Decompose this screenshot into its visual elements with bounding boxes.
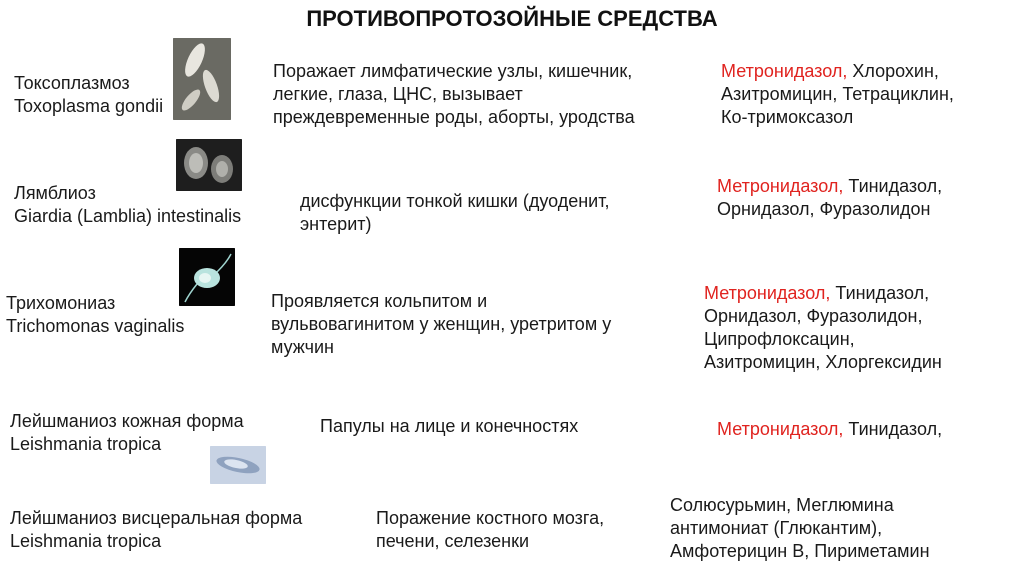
description: дисфункции тонкой кишки (дуоденит, энтерит): [300, 191, 610, 234]
description: Поражение костного мозга, печени, селезенки: [376, 508, 605, 551]
leishmania-image: [210, 446, 266, 484]
drug-list: Метронидазол, Тинидазол, Орнидазол, Фуразолидон: [717, 176, 943, 219]
primary-drug: Метронидазол,: [704, 283, 831, 303]
disease-name: [14, 72, 163, 118]
drug-list: Солюсурьмин, Меглюмина антимониат (Глюкантим), Амфотерицин В, Пириметамин: [670, 495, 930, 561]
disease-latin: Toxoplasma gondii: [14, 96, 164, 116]
page-title: ПРОТИВОПРОТОЗОЙНЫЕ СРЕДСТВА: [306, 6, 718, 31]
disease-ru: Лейшманиоз висцеральная форма: [10, 508, 303, 528]
giardia-image: [176, 139, 242, 191]
trichomonas-image: [179, 248, 235, 306]
disease-latin: Leishmania tropica: [10, 434, 162, 454]
primary-drug: Метронидазол,: [717, 176, 844, 196]
disease-ru: Трихомониаз: [6, 293, 116, 313]
disease-latin: Trichomonas vaginalis: [6, 316, 185, 336]
drug-list: Метронидазол, Тинидазол,: [717, 419, 943, 439]
description: Папулы на лице и конечностях: [320, 416, 579, 436]
disease-name: [6, 292, 184, 338]
primary-drug: Метронидазол,: [717, 419, 844, 439]
disease-ru: Лейшманиоз кожная форма: [10, 411, 244, 431]
drug-list: Метронидазол, Хлорохин, Азитромицин, Тетрациклин, Ко-тримоксазол: [721, 61, 954, 127]
disease-name: [10, 507, 302, 553]
disease-latin: Giardia (Lamblia) intestinalis: [14, 206, 242, 226]
toxoplasma-image: [173, 38, 231, 120]
disease-ru: Токсоплазмоз: [14, 73, 130, 93]
disease-latin: Leishmania tropica: [10, 531, 162, 551]
description: Поражает лимфатические узлы, кишечник, легкие, глаза, ЦНС, вызывает преждевременные роды, аборты, уродства: [273, 61, 635, 127]
disease-ru: Лямблиоз: [14, 183, 96, 203]
drug-list: Метронидазол, Тинидазол, Орнидазол, Фуразолидон, Ципрофлоксацин, Азитромицин, Хлоргексидин: [704, 283, 942, 372]
description: Проявляется кольпитом и вульвовагинитом у женщин, уретритом у мужчин: [271, 291, 612, 357]
disease-name: [10, 410, 244, 456]
primary-drug: Метронидазол,: [721, 61, 848, 81]
